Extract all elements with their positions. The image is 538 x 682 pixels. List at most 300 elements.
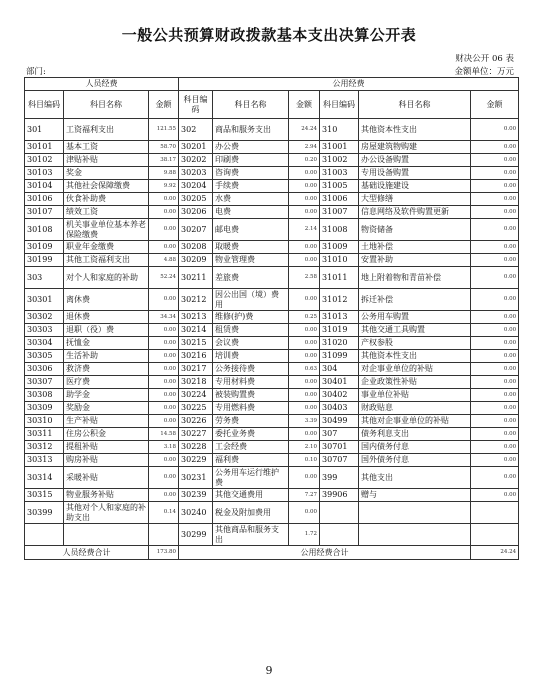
- item-amount: 0.00: [471, 206, 519, 219]
- item-amount: 0.00: [289, 350, 320, 363]
- item-amount: 0.00: [471, 267, 519, 289]
- item-code: 30101: [25, 141, 64, 154]
- item-code: 30226: [179, 415, 213, 428]
- item-amount: 0.00: [471, 389, 519, 402]
- item-amount: 0.20: [289, 154, 320, 167]
- item-code: 30108: [25, 219, 64, 241]
- item-name: 地上附着物和青苗补偿: [359, 267, 471, 289]
- item-name: 产权参股: [359, 337, 471, 350]
- item-name: 赠与: [359, 489, 471, 502]
- table-row: [25, 467, 519, 489]
- item-code: 30302: [25, 311, 64, 324]
- personnel-total-label: 人员经费合计: [25, 546, 149, 560]
- item-code: 30215: [179, 337, 213, 350]
- table-row: [25, 402, 519, 415]
- col-header-name: 科目名称: [64, 91, 149, 119]
- item-amount: 38.17: [149, 154, 179, 167]
- item-code: 30307: [25, 376, 64, 389]
- item-name: 对个人和家庭的补助: [64, 267, 149, 289]
- item-code: 31008: [320, 219, 359, 241]
- item-code: 30218: [179, 376, 213, 389]
- item-name: 维修(护)费: [213, 311, 289, 324]
- col-header-name: 科目名称: [359, 91, 471, 119]
- item-name: 生产补贴: [64, 415, 149, 428]
- item-amount: 0.14: [149, 502, 179, 524]
- item-name: 生活补助: [64, 350, 149, 363]
- item-amount: 0.00: [289, 180, 320, 193]
- item-code: 31012: [320, 289, 359, 311]
- item-name: [359, 524, 471, 546]
- item-code: 30402: [320, 389, 359, 402]
- item-code: 30214: [179, 324, 213, 337]
- item-code: 30205: [179, 193, 213, 206]
- item-amount: 0.00: [471, 289, 519, 311]
- item-name: 大型修缮: [359, 193, 471, 206]
- item-name: 电费: [213, 206, 289, 219]
- item-name: 退职（役）费: [64, 324, 149, 337]
- item-amount: 0.00: [289, 324, 320, 337]
- item-name: 安置补助: [359, 254, 471, 267]
- item-code: 30239: [179, 489, 213, 502]
- item-amount: 0.00: [471, 311, 519, 324]
- item-code: 302: [179, 119, 213, 141]
- item-name: 医疗费: [64, 376, 149, 389]
- table-row: [25, 524, 519, 546]
- item-name: 企业政策性补贴: [359, 376, 471, 389]
- item-code: 30309: [25, 402, 64, 415]
- item-name: 津贴补贴: [64, 154, 149, 167]
- item-code: 31003: [320, 167, 359, 180]
- item-name: 被装购置费: [213, 389, 289, 402]
- item-amount: 0.00: [149, 454, 179, 467]
- item-name: 其他交通工具购置: [359, 324, 471, 337]
- item-name: 会议费: [213, 337, 289, 350]
- item-code: 30310: [25, 415, 64, 428]
- item-code: 31002: [320, 154, 359, 167]
- table-row: [25, 441, 519, 454]
- item-amount: 0.00: [471, 350, 519, 363]
- item-name: 机关事业单位基本养老保险缴费: [64, 219, 149, 241]
- item-amount: 2.94: [289, 141, 320, 154]
- item-name: 公务用车运行维护费: [213, 467, 289, 489]
- item-amount: 0.00: [471, 363, 519, 376]
- item-code: 30228: [179, 441, 213, 454]
- item-code: 30212: [179, 289, 213, 311]
- item-name: 因公出国（境）费用: [213, 289, 289, 311]
- column-header-row: [25, 91, 519, 119]
- item-amount: 2.58: [289, 267, 320, 289]
- item-code: 31019: [320, 324, 359, 337]
- item-name: 助学金: [64, 389, 149, 402]
- item-amount: 0.00: [149, 389, 179, 402]
- item-name: 税金及附加费用: [213, 502, 289, 524]
- item-amount: 0.00: [471, 402, 519, 415]
- item-amount: 9.88: [149, 167, 179, 180]
- item-name: 基础设施建设: [359, 180, 471, 193]
- item-name: 奖金: [64, 167, 149, 180]
- item-code: [320, 524, 359, 546]
- table-row: [25, 376, 519, 389]
- item-name: 其他交通费用: [213, 489, 289, 502]
- item-amount: 0.00: [289, 389, 320, 402]
- item-amount: 24.24: [289, 119, 320, 141]
- item-code: 30311: [25, 428, 64, 441]
- item-amount: 52.24: [149, 267, 179, 289]
- item-name: 差旅费: [213, 267, 289, 289]
- item-amount: 0.00: [149, 241, 179, 254]
- table-row: [25, 415, 519, 428]
- item-amount: 0.00: [149, 324, 179, 337]
- item-amount: 0.00: [289, 167, 320, 180]
- table-row: [25, 454, 519, 467]
- item-name: 拆迁补偿: [359, 289, 471, 311]
- item-code: 30314: [25, 467, 64, 489]
- table-row: [25, 289, 519, 311]
- item-code: 30403: [320, 402, 359, 415]
- item-amount: 121.55: [149, 119, 179, 141]
- item-amount: 0.00: [289, 289, 320, 311]
- item-amount: 0.00: [289, 254, 320, 267]
- item-amount: 0.00: [471, 428, 519, 441]
- item-name: 取暖费: [213, 241, 289, 254]
- col-header-code: 科目编码: [25, 91, 64, 119]
- item-amount: 0.63: [289, 363, 320, 376]
- col-header-code: 科目编码: [179, 91, 213, 119]
- item-code: 31006: [320, 193, 359, 206]
- item-name: 其他对个人和家庭的补助支出: [64, 502, 149, 524]
- item-name: 委托业务费: [213, 428, 289, 441]
- table-row: [25, 324, 519, 337]
- item-code: 30227: [179, 428, 213, 441]
- item-amount: 0.00: [149, 193, 179, 206]
- col-header-amount: 金额: [471, 91, 519, 119]
- public-group-header: 公用经费: [179, 78, 519, 91]
- item-amount: 0.00: [289, 428, 320, 441]
- item-code: 30206: [179, 206, 213, 219]
- item-name: 商品和服务支出: [213, 119, 289, 141]
- item-code: 30231: [179, 467, 213, 489]
- item-code: 31011: [320, 267, 359, 289]
- item-code: 30213: [179, 311, 213, 324]
- item-name: 手续费: [213, 180, 289, 193]
- table-row: [25, 428, 519, 441]
- item-name: 租赁费: [213, 324, 289, 337]
- item-amount: 0.00: [471, 415, 519, 428]
- table-row: [25, 206, 519, 219]
- item-code: 31013: [320, 311, 359, 324]
- item-name: 住房公积金: [64, 428, 149, 441]
- item-name: 培训费: [213, 350, 289, 363]
- item-code: 30202: [179, 154, 213, 167]
- item-name: 物业服务补贴: [64, 489, 149, 502]
- page-title: 一般公共预算财政拨款基本支出决算公开表: [121, 26, 417, 44]
- item-code: 301: [25, 119, 64, 141]
- item-amount: 1.72: [289, 524, 320, 546]
- item-name: 公务用车购置: [359, 311, 471, 324]
- item-code: 31099: [320, 350, 359, 363]
- item-amount: 0.00: [471, 167, 519, 180]
- item-name: 物资储备: [359, 219, 471, 241]
- item-amount: 3.18: [149, 441, 179, 454]
- item-amount: 0.00: [149, 289, 179, 311]
- item-amount: 0.00: [149, 415, 179, 428]
- item-name: 采暖补贴: [64, 467, 149, 489]
- item-code: [320, 502, 359, 524]
- item-name: 职业年金缴费: [64, 241, 149, 254]
- item-amount: 0.00: [471, 467, 519, 489]
- item-name: 基本工资: [64, 141, 149, 154]
- item-name: [64, 524, 149, 546]
- table-row: [25, 219, 519, 241]
- item-amount: 0.00: [289, 337, 320, 350]
- item-code: 30109: [25, 241, 64, 254]
- table-row: [25, 241, 519, 254]
- table-row: [25, 167, 519, 180]
- item-amount: 0.00: [471, 154, 519, 167]
- item-code: 30308: [25, 389, 64, 402]
- item-code: 30204: [179, 180, 213, 193]
- item-amount: 0.00: [289, 467, 320, 489]
- item-amount: 14.58: [149, 428, 179, 441]
- item-name: 其他商品和服务支出: [213, 524, 289, 546]
- item-name: 购房补贴: [64, 454, 149, 467]
- table-row: [25, 193, 519, 206]
- item-name: 对企事业单位的补贴: [359, 363, 471, 376]
- item-code: 30303: [25, 324, 64, 337]
- item-amount: 0.00: [471, 241, 519, 254]
- item-code: 30209: [179, 254, 213, 267]
- item-amount: 0.00: [471, 193, 519, 206]
- col-header-code: 科目编码: [320, 91, 359, 119]
- item-code: 30240: [179, 502, 213, 524]
- item-amount: 34.34: [149, 311, 179, 324]
- item-name: 其他对企事业单位的补贴: [359, 415, 471, 428]
- item-name: 国内债务付息: [359, 441, 471, 454]
- item-code: 30401: [320, 376, 359, 389]
- item-code: 30304: [25, 337, 64, 350]
- item-name: 印刷费: [213, 154, 289, 167]
- item-code: 30299: [179, 524, 213, 546]
- item-name: 事业单位补贴: [359, 389, 471, 402]
- table-row: [25, 254, 519, 267]
- item-amount: [149, 524, 179, 546]
- item-name: 邮电费: [213, 219, 289, 241]
- item-amount: 0.00: [289, 193, 320, 206]
- item-code: 30211: [179, 267, 213, 289]
- item-amount: 0.00: [471, 219, 519, 241]
- item-name: 抚恤金: [64, 337, 149, 350]
- item-amount: 0.00: [471, 324, 519, 337]
- item-name: 水费: [213, 193, 289, 206]
- item-code: 30201: [179, 141, 213, 154]
- table-row: [25, 141, 519, 154]
- table-row: [25, 502, 519, 524]
- item-code: 30208: [179, 241, 213, 254]
- item-amount: 0.10: [289, 454, 320, 467]
- item-amount: 2.14: [289, 219, 320, 241]
- item-amount: 0.00: [471, 254, 519, 267]
- item-amount: 2.10: [289, 441, 320, 454]
- item-code: 31009: [320, 241, 359, 254]
- table-row: [25, 337, 519, 350]
- table-row: [25, 489, 519, 502]
- item-amount: 0.00: [471, 141, 519, 154]
- item-name: 其他社会保障缴费: [64, 180, 149, 193]
- item-name: 财政贴息: [359, 402, 471, 415]
- item-name: [359, 502, 471, 524]
- department-label: 部门:: [26, 67, 46, 77]
- item-amount: 0.00: [149, 363, 179, 376]
- item-amount: [471, 524, 519, 546]
- item-code: 31005: [320, 180, 359, 193]
- item-code: 31001: [320, 141, 359, 154]
- item-name: 其他资本性支出: [359, 119, 471, 141]
- item-amount: 0.00: [289, 241, 320, 254]
- item-name: 绩效工资: [64, 206, 149, 219]
- item-name: 房屋建筑物购建: [359, 141, 471, 154]
- item-code: 30216: [179, 350, 213, 363]
- item-amount: 0.00: [471, 119, 519, 141]
- expenditure-table: [24, 77, 519, 560]
- table-row: [25, 363, 519, 376]
- col-header-amount: 金额: [149, 91, 179, 119]
- item-code: 30313: [25, 454, 64, 467]
- item-name: 公务接待费: [213, 363, 289, 376]
- item-code: 30103: [25, 167, 64, 180]
- item-code: 30225: [179, 402, 213, 415]
- item-amount: 0.00: [149, 402, 179, 415]
- col-header-amount: 金额: [289, 91, 320, 119]
- item-name: 劳务费: [213, 415, 289, 428]
- item-amount: 0.00: [471, 441, 519, 454]
- item-code: 310: [320, 119, 359, 141]
- item-name: 其他资本性支出: [359, 350, 471, 363]
- item-amount: 0.00: [149, 467, 179, 489]
- item-code: 30399: [25, 502, 64, 524]
- item-code: 30701: [320, 441, 359, 454]
- item-amount: 4.88: [149, 254, 179, 267]
- item-code: 30203: [179, 167, 213, 180]
- item-name: 工资福利支出: [64, 119, 149, 141]
- item-code: 30306: [25, 363, 64, 376]
- public-total-amount: 24.24: [471, 546, 519, 560]
- item-code: 30224: [179, 389, 213, 402]
- item-amount: 0.00: [149, 376, 179, 389]
- item-name: 办公设备购置: [359, 154, 471, 167]
- item-name: 工会经费: [213, 441, 289, 454]
- item-name: 离休费: [64, 289, 149, 311]
- item-amount: 0.00: [471, 454, 519, 467]
- table-row: [25, 350, 519, 363]
- page-number: 9: [265, 664, 273, 677]
- item-amount: 7.27: [289, 489, 320, 502]
- item-amount: 58.70: [149, 141, 179, 154]
- item-code: 31010: [320, 254, 359, 267]
- col-header-name: 科目名称: [213, 91, 289, 119]
- item-amount: 3.39: [289, 415, 320, 428]
- table-row: [25, 311, 519, 324]
- item-code: 307: [320, 428, 359, 441]
- item-amount: 0.25: [289, 311, 320, 324]
- item-name: 信息网络及软件购置更新: [359, 206, 471, 219]
- item-code: 30217: [179, 363, 213, 376]
- item-amount: 0.00: [471, 489, 519, 502]
- item-code: 399: [320, 467, 359, 489]
- item-amount: 0.00: [149, 206, 179, 219]
- item-code: 30102: [25, 154, 64, 167]
- item-name: 办公费: [213, 141, 289, 154]
- item-code: 30707: [320, 454, 359, 467]
- item-name: 咨询费: [213, 167, 289, 180]
- item-name: 退休费: [64, 311, 149, 324]
- item-name: 其他工资福利支出: [64, 254, 149, 267]
- item-name: 其他支出: [359, 467, 471, 489]
- item-name: 福利费: [213, 454, 289, 467]
- item-code: 30499: [320, 415, 359, 428]
- item-code: 30199: [25, 254, 64, 267]
- totals-row: [25, 546, 519, 560]
- item-amount: 0.00: [149, 489, 179, 502]
- item-amount: 0.00: [471, 337, 519, 350]
- table-row: [25, 154, 519, 167]
- item-amount: 0.00: [289, 206, 320, 219]
- item-code: 30312: [25, 441, 64, 454]
- table-row: [25, 180, 519, 193]
- personnel-total-amount: 173.80: [149, 546, 179, 560]
- item-code: 30301: [25, 289, 64, 311]
- item-code: 31007: [320, 206, 359, 219]
- item-name: 奖励金: [64, 402, 149, 415]
- item-amount: 0.00: [471, 376, 519, 389]
- item-code: [25, 524, 64, 546]
- item-amount: 0.00: [149, 337, 179, 350]
- item-name: 债务利息支出: [359, 428, 471, 441]
- item-code: 30315: [25, 489, 64, 502]
- public-total-label: 公用经费合计: [179, 546, 471, 560]
- item-amount: 0.00: [149, 350, 179, 363]
- item-code: 303: [25, 267, 64, 289]
- item-name: 物业管理费: [213, 254, 289, 267]
- table-row: [25, 389, 519, 402]
- item-code: 30229: [179, 454, 213, 467]
- item-amount: 9.92: [149, 180, 179, 193]
- item-code: 30106: [25, 193, 64, 206]
- item-name: 救济费: [64, 363, 149, 376]
- item-name: 土地补偿: [359, 241, 471, 254]
- item-amount: 0.00: [289, 502, 320, 524]
- item-name: 专用燃料费: [213, 402, 289, 415]
- item-name: 国外债务付息: [359, 454, 471, 467]
- form-number: 财决公开 06 表: [455, 54, 514, 64]
- item-name: 专用材料费: [213, 376, 289, 389]
- item-amount: [471, 502, 519, 524]
- item-amount: 0.00: [289, 376, 320, 389]
- item-code: 30305: [25, 350, 64, 363]
- item-code: 31020: [320, 337, 359, 350]
- item-code: 304: [320, 363, 359, 376]
- item-code: 30104: [25, 180, 64, 193]
- item-amount: 0.00: [471, 180, 519, 193]
- personnel-group-header: 人员经费: [25, 78, 179, 91]
- item-amount: 0.00: [289, 402, 320, 415]
- unit-label: 金额单位：万元: [454, 67, 514, 77]
- item-name: 提租补贴: [64, 441, 149, 454]
- group-header-row: [25, 78, 519, 91]
- item-amount: 0.00: [149, 219, 179, 241]
- item-name: 伙食补助费: [64, 193, 149, 206]
- item-code: 39906: [320, 489, 359, 502]
- table-row: [25, 119, 519, 141]
